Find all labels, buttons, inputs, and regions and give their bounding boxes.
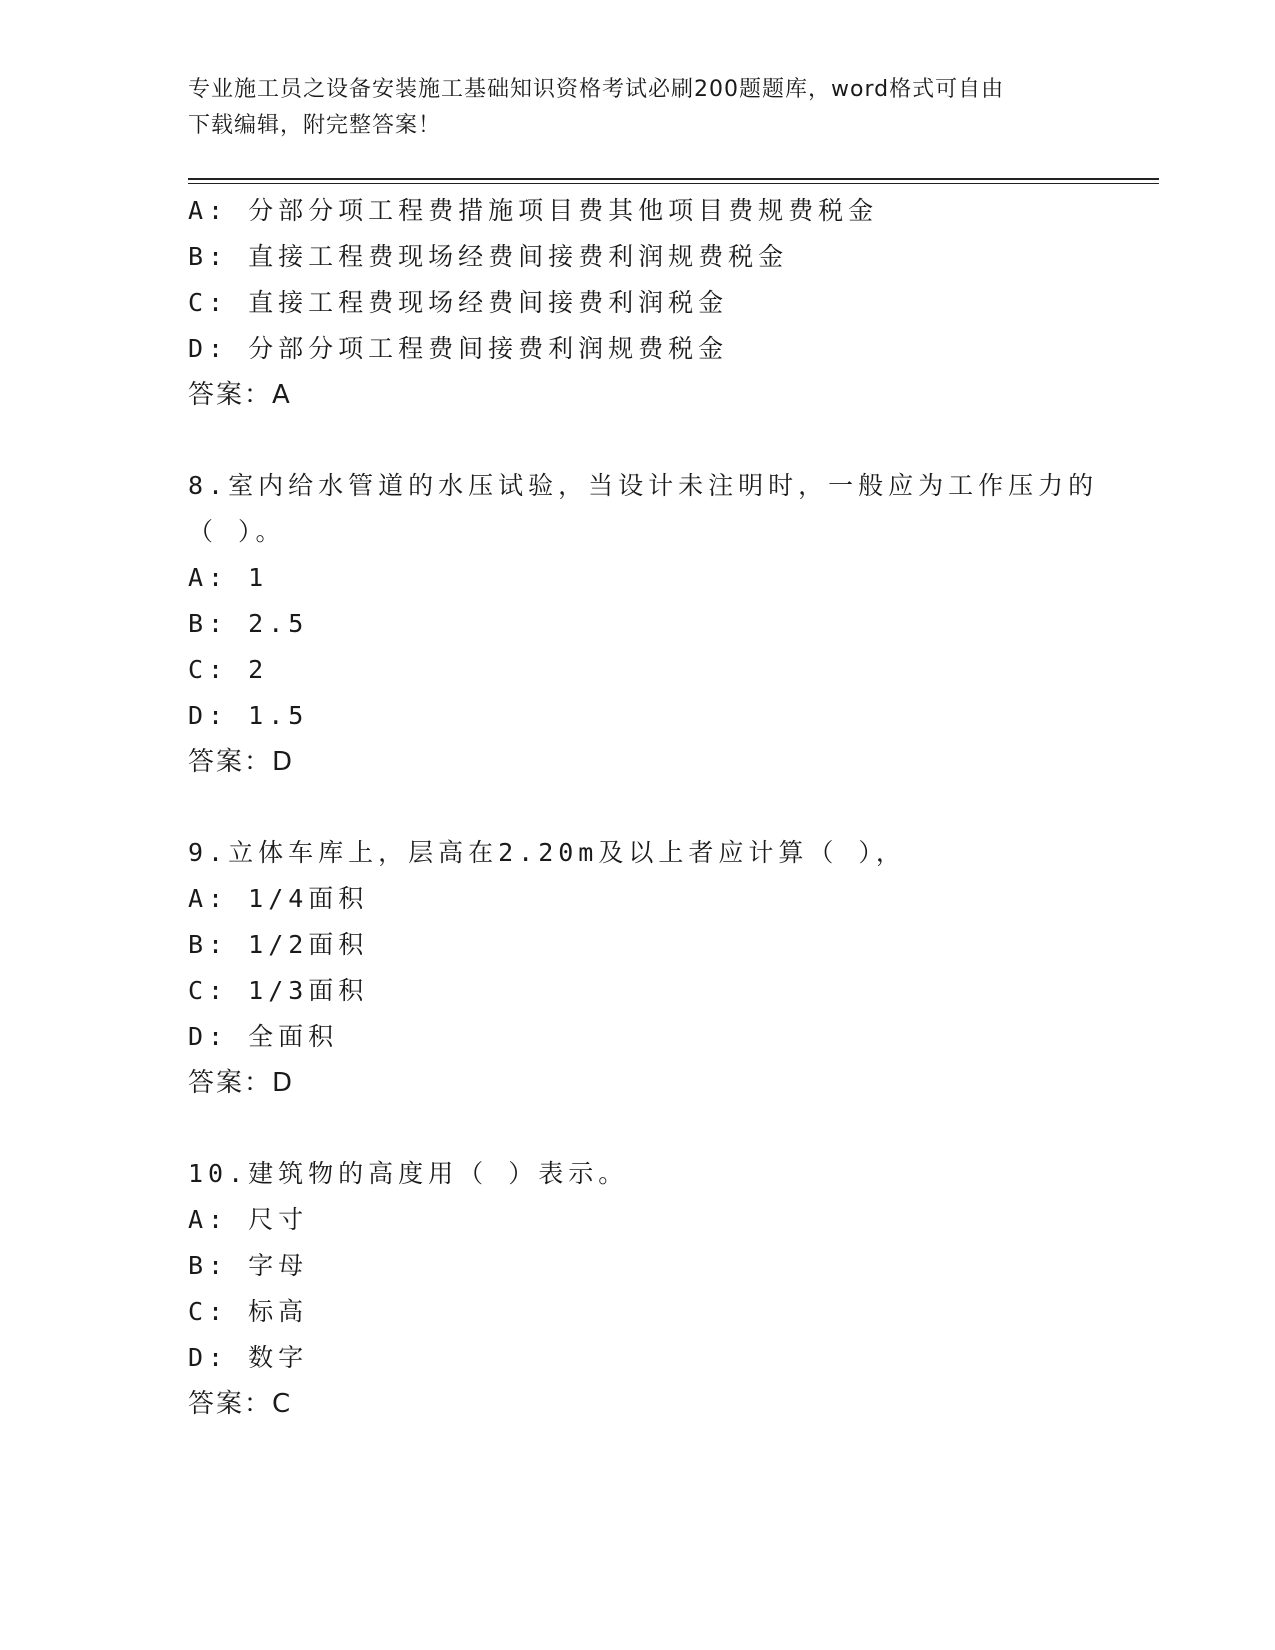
header-line-1: 专业施工员之设备安装施工基础知识资格考试必刷200题题库，word格式可自由 bbox=[188, 77, 1005, 102]
spacer bbox=[188, 1106, 1148, 1151]
answer: 答案：D bbox=[188, 747, 295, 777]
option-a: A: 尺寸 bbox=[188, 1205, 309, 1234]
option-d: D: 1.5 bbox=[188, 701, 309, 730]
option-b: B: 字母 bbox=[188, 1251, 309, 1280]
option-d: D: 分部分项工程费间接费利润规费税金 bbox=[188, 334, 729, 363]
option-c: C: 标高 bbox=[188, 1297, 309, 1326]
option-b: B: 直接工程费现场经费间接费利润规费税金 bbox=[188, 242, 789, 271]
spacer bbox=[188, 785, 1148, 830]
answer: 答案：A bbox=[188, 380, 292, 410]
question-7 bbox=[188, 188, 1148, 418]
question-list bbox=[188, 188, 1148, 1427]
option-a: A: 1/4面积 bbox=[188, 884, 369, 913]
option-a: A: 分部分项工程费措施项目费其他项目费规费税金 bbox=[188, 196, 879, 225]
option-c: C: 1/3面积 bbox=[188, 976, 369, 1005]
question-10 bbox=[188, 1151, 1148, 1427]
option-b: B: 2.5 bbox=[188, 609, 309, 638]
question-9 bbox=[188, 830, 1148, 1106]
option-c: C: 2 bbox=[188, 655, 269, 684]
option-a: A: 1 bbox=[188, 563, 269, 592]
option-d: D: 数字 bbox=[188, 1343, 309, 1372]
header-divider-thick bbox=[188, 178, 1159, 180]
answer: 答案：D bbox=[188, 1068, 295, 1098]
question-stem: 9.立体车库上，层高在2.20m及以上者应计算（ ）， bbox=[188, 838, 906, 867]
question-stem: 10.建筑物的高度用（ ）表示。 bbox=[188, 1159, 629, 1188]
document-header bbox=[188, 72, 1088, 144]
header-line-2: 下载编辑，附完整答案！ bbox=[188, 113, 442, 138]
question-stem-continued: （ ）。 bbox=[188, 517, 286, 546]
option-c: C: 直接工程费现场经费间接费利润税金 bbox=[188, 288, 729, 317]
option-d: D: 全面积 bbox=[188, 1022, 339, 1051]
option-b: B: 1/2面积 bbox=[188, 930, 369, 959]
header-divider-thin bbox=[188, 183, 1159, 184]
question-stem: 8.室内给水管道的水压试验，当设计未注明时，一般应为工作压力的 bbox=[188, 471, 1099, 500]
answer: 答案：C bbox=[188, 1389, 293, 1419]
question-8 bbox=[188, 463, 1148, 785]
spacer bbox=[188, 418, 1148, 463]
